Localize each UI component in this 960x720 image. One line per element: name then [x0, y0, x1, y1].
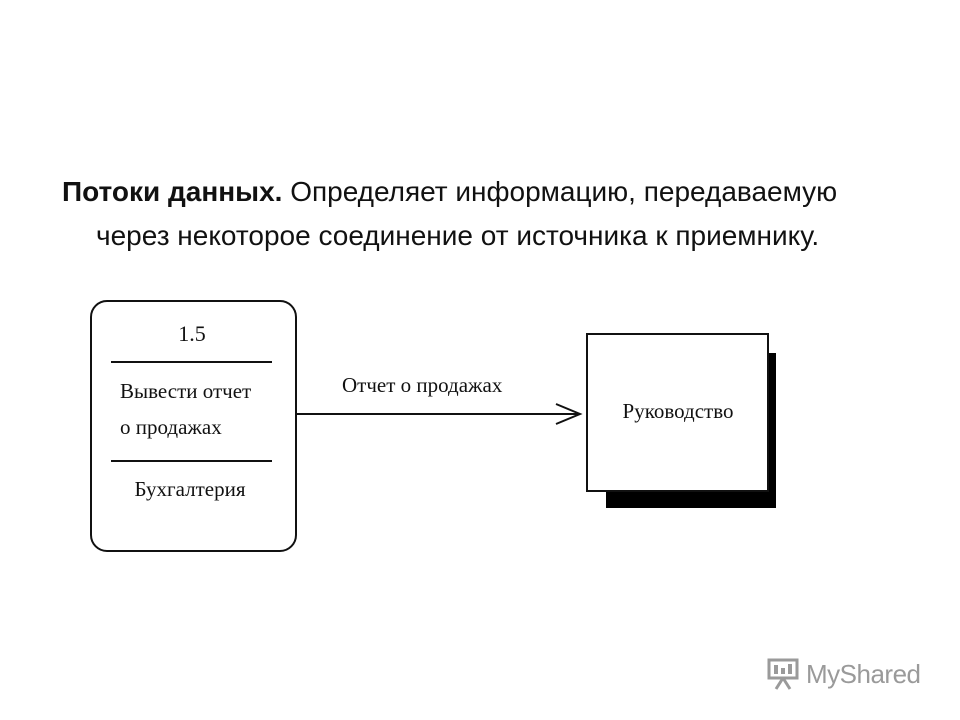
entity-name: Руководство [622, 399, 734, 423]
flow-label: Отчет о продажах [342, 373, 503, 397]
definition-text: Определяет информацию, передаваемую через некоторое соединение от источника к приемнику. [96, 176, 838, 251]
projector-screen-icon [766, 657, 800, 691]
external-entity-node [587, 334, 776, 508]
process-location: Бухгалтерия [134, 477, 246, 501]
process-name-line1: Вывести отчет [120, 379, 252, 403]
watermark-logo [766, 654, 921, 694]
process-number: 1.5 [178, 321, 206, 346]
term-title: Потоки данных. [62, 176, 283, 207]
watermark-text: MyShared [806, 658, 921, 689]
process-name-line2: о продажах [120, 415, 222, 439]
data-flow [296, 373, 580, 424]
process-node [91, 301, 296, 551]
